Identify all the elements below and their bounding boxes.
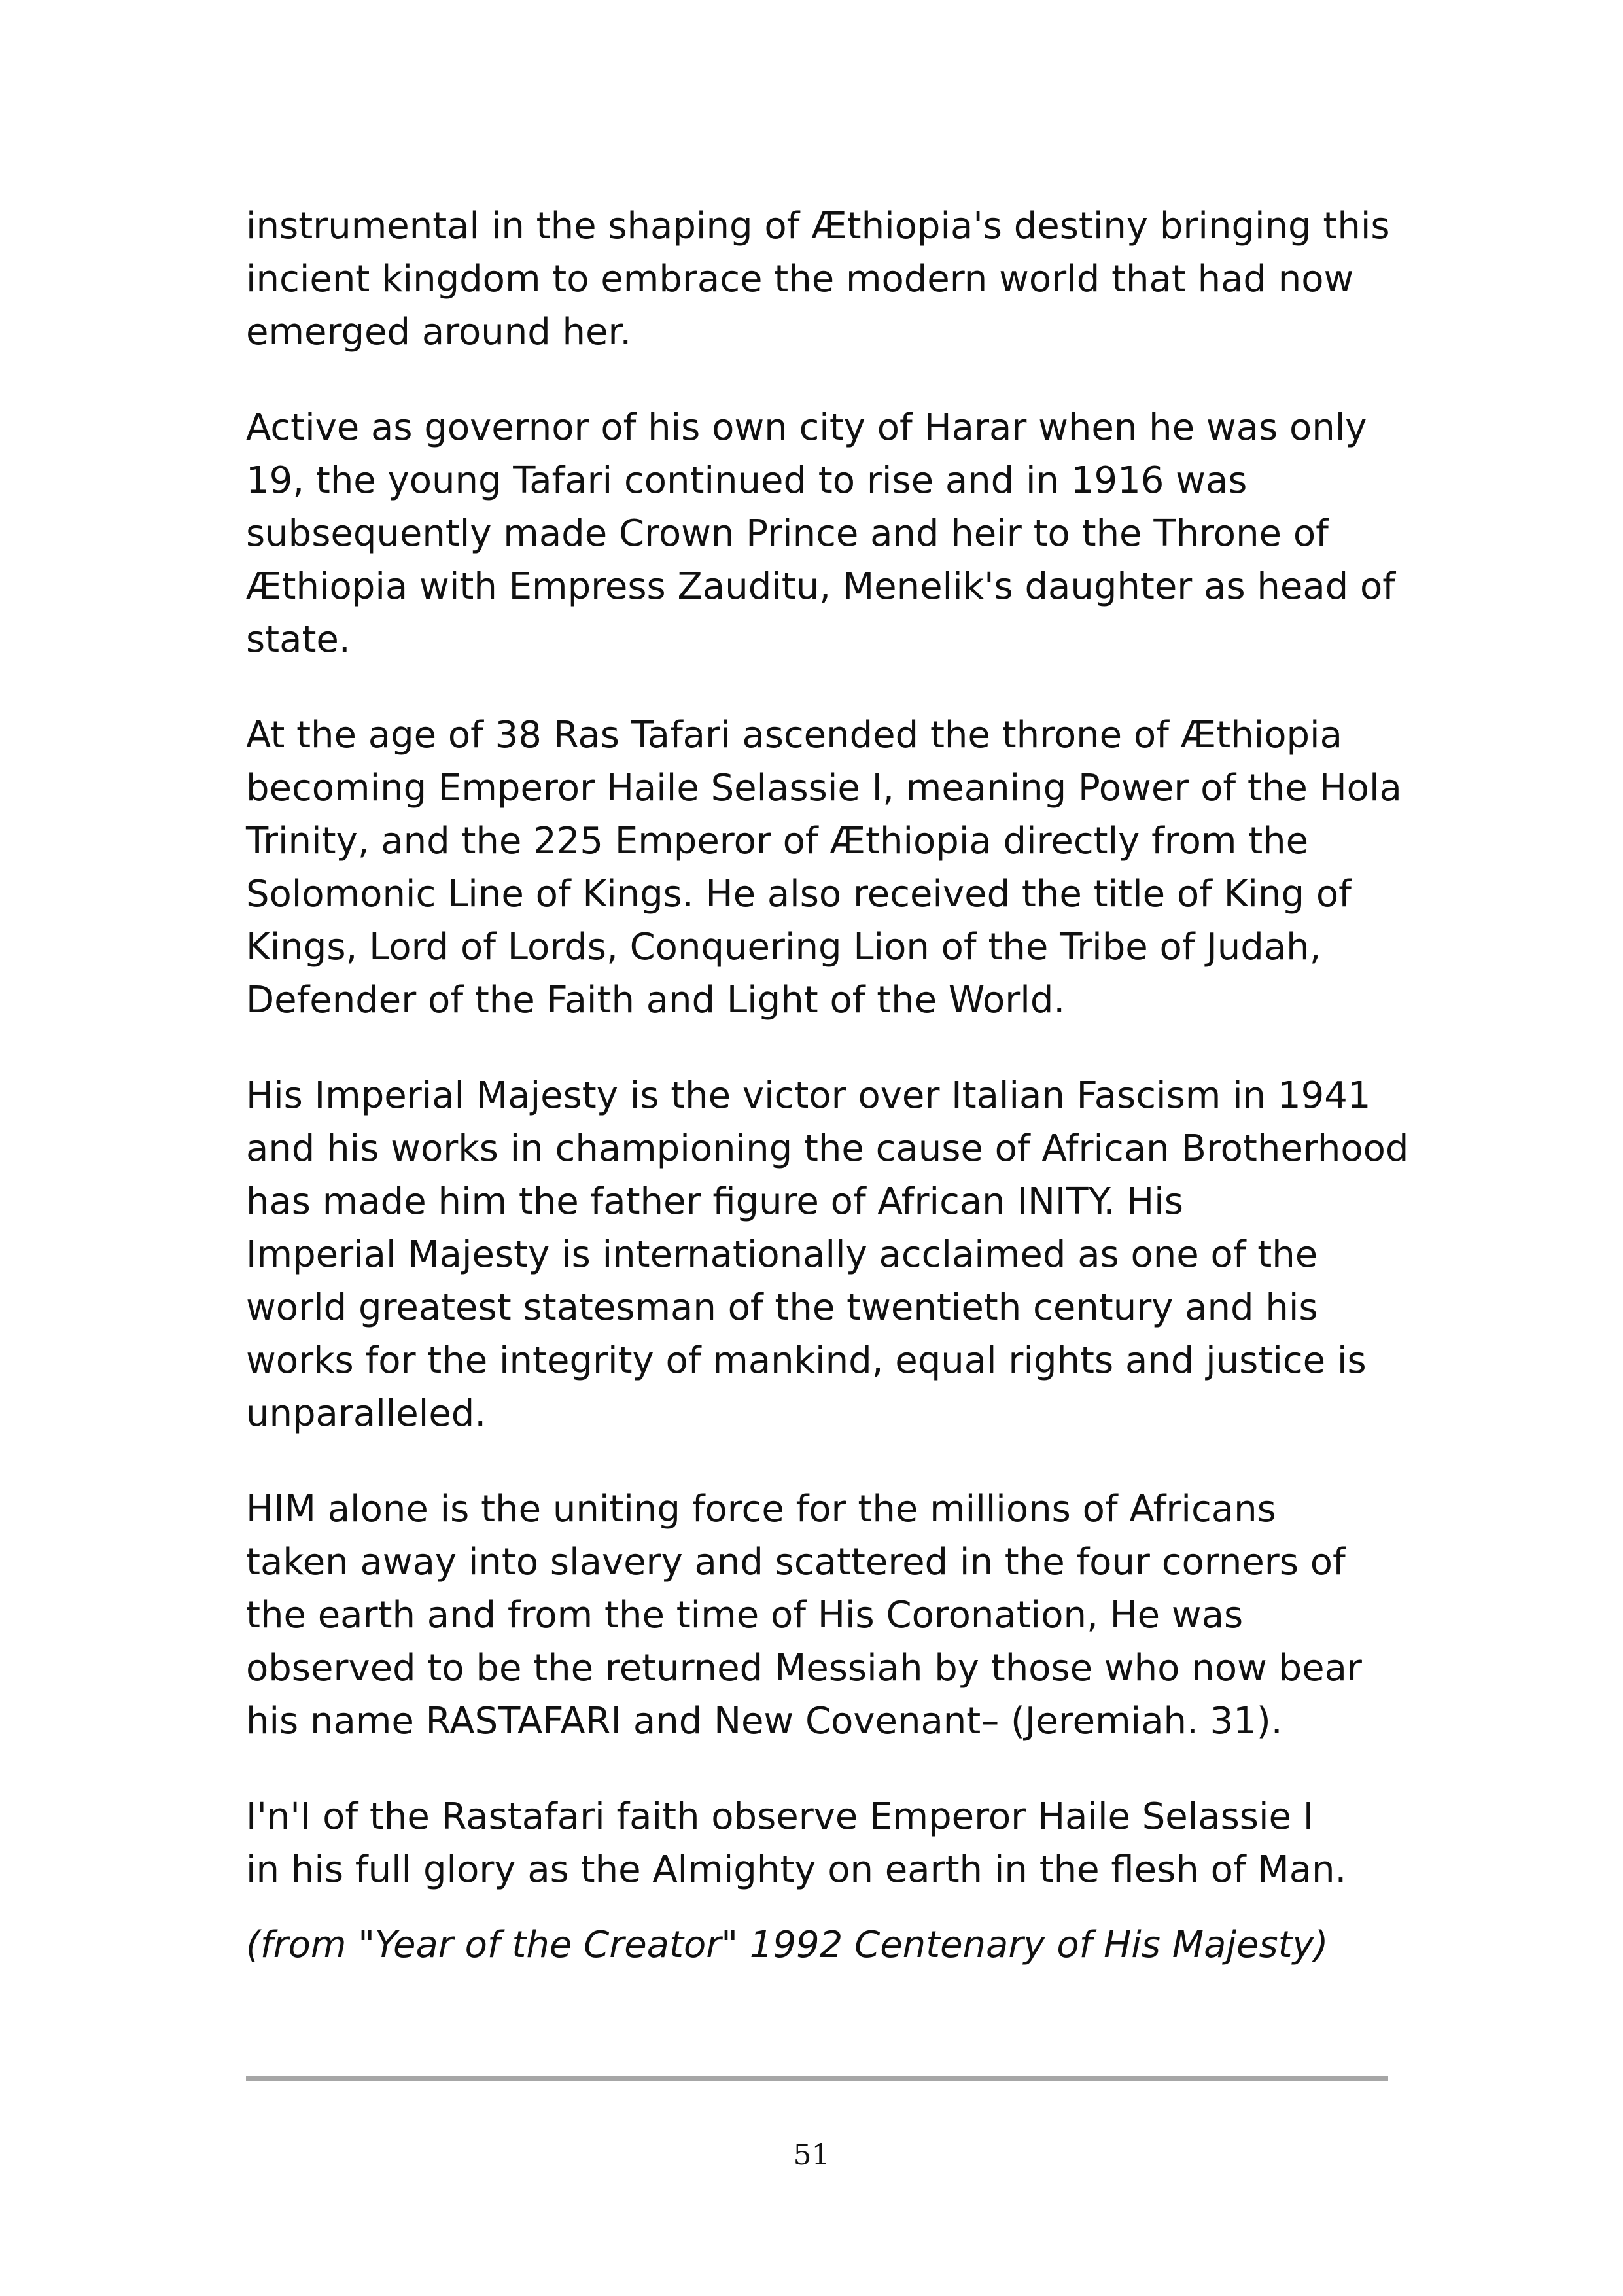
- text-line: I'n'I of the Rastafari faith observe Emperor Haile Selassie I: [246, 1795, 1314, 1838]
- paragraph-6: [246, 1790, 1397, 1896]
- text-line: Kings, Lord of Lords, Conquering Lion of the Tribe of Judah,: [246, 926, 1321, 968]
- text-line: Æthiopia with Empress Zauditu, Menelik's daughter as head of: [246, 565, 1395, 608]
- body-text: [246, 200, 1409, 1939]
- source-citation: (from "Year of the Creator" 1992 Centenary of His Majesty): [246, 1924, 1329, 1966]
- text-line: becoming Emperor Haile Selassie I, meaning Power of the Hola: [246, 767, 1402, 809]
- text-line: observed to be the returned Messiah by those who now bear: [246, 1647, 1362, 1689]
- text-line: incient kingdom to embrace the modern world that had now: [246, 258, 1354, 300]
- text-line: in his full glory as the Almighty on earth in the flesh of Man.: [246, 1848, 1347, 1891]
- text-line: emerged around her.: [246, 311, 632, 353]
- text-line: instrumental in the shaping of Æthiopia's destiny bringing this: [246, 205, 1390, 247]
- text-line: Solomonic Line of Kings. He also received the title of King of: [246, 873, 1352, 915]
- text-line: Defender of the Faith and Light of the World.: [246, 979, 1066, 1021]
- text-line: unparalleled.: [246, 1392, 487, 1435]
- text-line: Trinity, and the 225 Emperor of Æthiopia directly from the: [246, 820, 1309, 862]
- text-line: Active as governor of his own city of Harar when he was only: [246, 406, 1367, 449]
- text-line: taken away into slavery and scattered in the four corners of: [246, 1541, 1346, 1583]
- text-line: world greatest statesman of the twentieth century and his: [246, 1286, 1318, 1329]
- text-line: Imperial Majesty is internationally acclaimed as one of the: [246, 1233, 1318, 1276]
- text-line: has made him the father figure of African INITY. His: [246, 1180, 1183, 1223]
- text-line: his name RASTAFARI and New Covenant– (Jeremiah. 31).: [246, 1700, 1283, 1742]
- paragraph-1: [246, 200, 1397, 359]
- paragraph-4: [246, 1069, 1409, 1440]
- paragraph-2: [246, 401, 1397, 666]
- text-line: 19, the young Tafari continued to rise and in 1916 was: [246, 459, 1248, 502]
- text-line: subsequently made Crown Prince and heir to the Throne of: [246, 512, 1329, 555]
- text-line: the earth and from the time of His Coronation, He was: [246, 1594, 1244, 1636]
- text-line: and his works in championing the cause of African Brotherhood: [246, 1127, 1409, 1170]
- text-line: HIM alone is the uniting force for the millions of Africans: [246, 1488, 1276, 1530]
- text-line: state.: [246, 618, 351, 661]
- footer-divider: [246, 2076, 1388, 2081]
- page-number: 51: [793, 2138, 830, 2172]
- paragraph-5: [246, 1483, 1397, 1748]
- text-line: works for the integrity of mankind, equal rights and justice is: [246, 1339, 1367, 1382]
- text-line: His Imperial Majesty is the victor over Italian Fascism in 1941: [246, 1074, 1371, 1117]
- paragraph-3: [246, 709, 1402, 1027]
- text-line: At the age of 38 Ras Tafari ascended the throne of Æthiopia: [246, 714, 1342, 756]
